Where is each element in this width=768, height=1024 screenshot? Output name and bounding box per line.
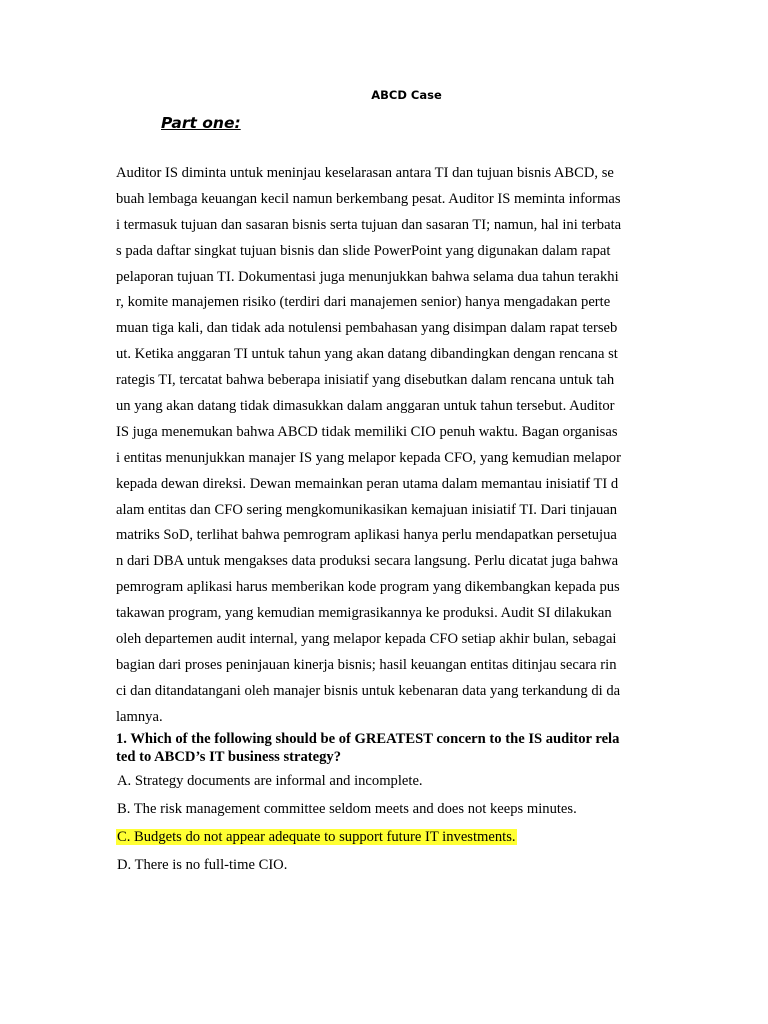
body-line: lamnya. xyxy=(116,708,163,725)
body-line: bagian dari proses peninjauan kinerja bisnis; hasil keuangan entitas ditinjau secara rin xyxy=(116,656,617,673)
body-line: i termasuk tujuan dan sasaran bisnis serta tujuan dan sasaran TI; namun, hal ini terbata xyxy=(116,216,622,233)
body-line: buah lembaga keuangan kecil namun berkembang pesat. Auditor IS meminta informas xyxy=(116,190,621,207)
section-heading: Part one: xyxy=(161,114,241,132)
body-line: r, komite manajemen risiko (terdiri dari manajemen senior) hanya mengadakan perte xyxy=(116,294,611,311)
body-line: matriks SoD, terlihat bahwa pemrogram aplikasi hanya perlu mendapatkan persetujua xyxy=(116,527,617,544)
body-line: i entitas menunjukkan manajer IS yang melapor kepada CFO, yang kemudian melapor xyxy=(116,449,621,466)
body-line: oleh departemen audit internal, yang melapor kepada CFO setiap akhir bulan, sebagai xyxy=(116,631,617,648)
body-line: ci dan ditandatangani oleh manajer bisnis untuk kebenaran data yang terkandung di da xyxy=(116,682,621,699)
answer-option-b: B. The risk management committee seldom meets and does not keeps minutes. xyxy=(117,801,577,817)
body-line: pemrogram aplikasi harus memberikan kode program yang dikembangkan kepada pus xyxy=(116,579,620,596)
body-line: ut. Ketika anggaran TI untuk tahun yang akan datang dibandingkan dengan rencana st xyxy=(116,346,618,363)
case-description xyxy=(116,161,656,731)
body-line: muan tiga kali, dan tidak ada notulensi pembahasan yang disimpan dalam rapat terseb xyxy=(116,320,618,337)
body-line: kepada dewan direksi. Dewan memainkan peran utama dalam memantau inisiatif TI d xyxy=(116,475,619,492)
body-line: rategis TI, tercatat bahwa beberapa inisiatif yang disebutkan dalam rencana untuk tah xyxy=(116,372,615,389)
question-line: ted to ABCD’s IT business strategy? xyxy=(116,749,342,765)
body-line: un yang akan datang tidak dimasukkan dalam anggaran untuk tahun tersebut. Auditor xyxy=(116,398,615,415)
answer-option-c: C. Budgets do not appear adequate to support future IT investments. xyxy=(117,829,516,845)
body-line: Auditor IS diminta untuk meninjau keselarasan antara TI dan tujuan bisnis ABCD, se xyxy=(116,165,614,181)
answer-option-d: D. There is no full-time CIO. xyxy=(117,857,288,873)
answer-option-a: A. Strategy documents are informal and incomplete. xyxy=(117,773,423,789)
document-title: ABCD Case xyxy=(371,88,442,102)
body-line: n dari DBA untuk mengakses data produksi secara langsung. Perlu dicatat juga bahwa xyxy=(116,553,619,570)
question-line: 1. Which of the following should be of GREATEST concern to the IS auditor rela xyxy=(116,731,620,747)
question-stem xyxy=(116,730,661,766)
body-line: IS juga menemukan bahwa ABCD tidak memiliki CIO penuh waktu. Bagan organisas xyxy=(116,423,618,440)
body-line: s pada daftar singkat tujuan bisnis dan slide PowerPoint yang digunakan dalam rapat xyxy=(116,242,611,259)
body-line: takawan program, yang kemudian memigrasikannya ke produksi. Audit SI dilakukan xyxy=(116,605,612,622)
body-line: alam entitas dan CFO sering mengkomunikasikan kemajuan inisiatif TI. Dari tinjauan xyxy=(116,501,618,518)
answer-options xyxy=(116,772,661,884)
body-line: pelaporan tujuan TI. Dokumentasi juga menunjukkan bahwa selama dua tahun terakhi xyxy=(116,268,619,285)
